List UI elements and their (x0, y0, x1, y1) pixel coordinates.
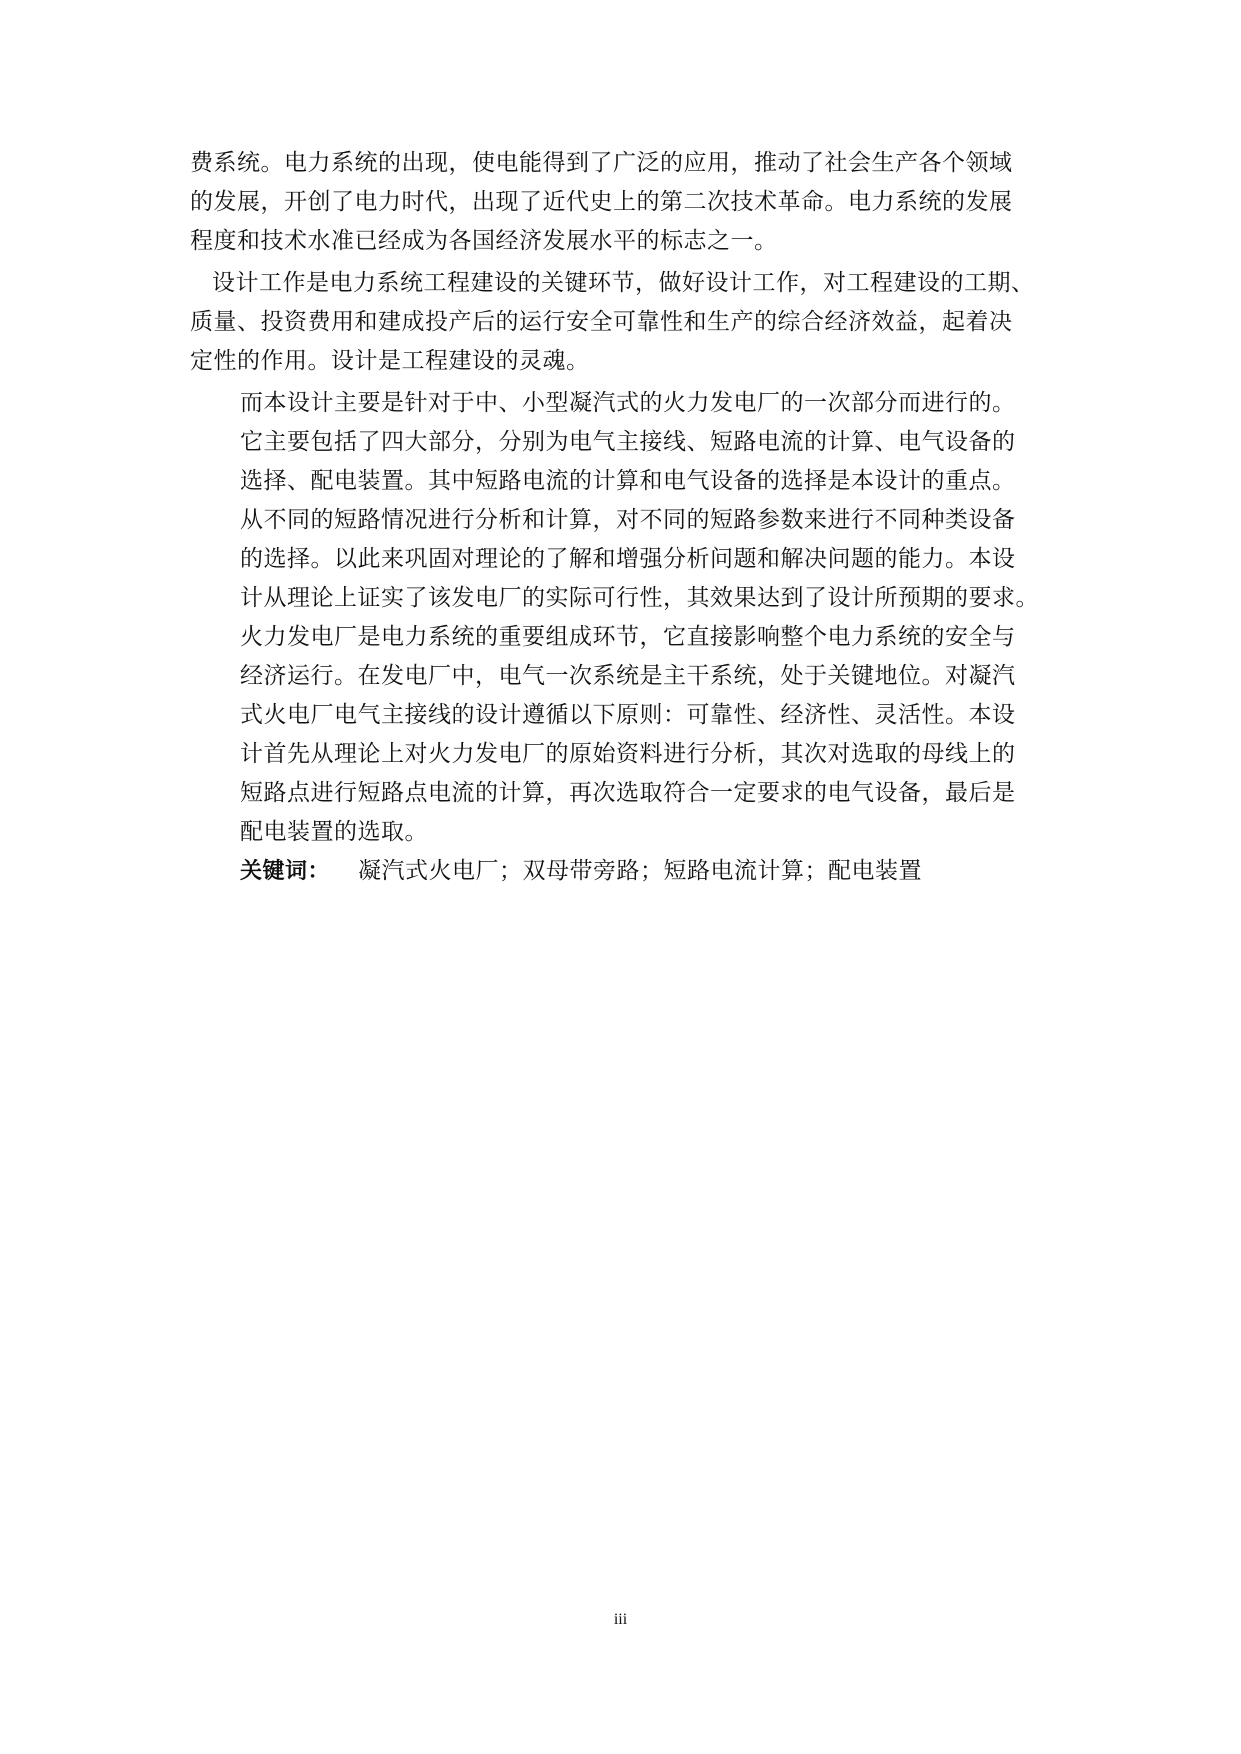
paragraph-line: 设计工作是电力系统工程建设的关键环节，做好设计工作，对工程建设的工期、 (212, 270, 1035, 296)
paragraph-line: 经济运行。在发电厂中，电气一次系统是主干系统，处于关键地位。对凝汽 (240, 663, 1016, 689)
keywords-value: 凝汽式火电厂；双母带旁路；短路电流计算；配电装置 (358, 858, 923, 884)
paragraph-line: 质量、投资费用和建成投产后的运行安全可靠性和生产的综合经济效益，起着决 (190, 309, 1013, 335)
paragraph-line: 的选择。以此来巩固对理论的了解和增强分析问题和解决问题的能力。本设 (240, 546, 1016, 572)
paragraph-line: 计首先从理论上对火力发电厂的原始资料进行分析，其次对选取的母线上的 (240, 741, 1016, 767)
paragraph-line: 的发展，开创了电力时代，出现了近代史上的第二次技术革命。电力系统的发展 (190, 189, 1013, 215)
page-number: iii (613, 1611, 628, 1628)
paragraph-line: 费系统。电力系统的出现，使电能得到了广泛的应用，推动了社会生产各个领域 (190, 150, 1013, 176)
paragraph-line: 程度和技术水准已经成为各国经济发展水平的标志之一。 (190, 228, 778, 254)
paragraph-line: 而本设计主要是针对于中、小型凝汽式的火力发电厂的一次部分而进行的。 (240, 390, 1016, 416)
paragraph-line: 定性的作用。设计是工程建设的灵魂。 (190, 348, 590, 374)
paragraph-line: 配电装置的选取。 (240, 819, 428, 845)
keywords-line (240, 856, 922, 887)
paragraph-line: 从不同的短路情况进行分析和计算，对不同的短路参数来进行不同种类设备 (240, 507, 1016, 533)
keywords-label: 关键词： (240, 859, 331, 884)
paragraph-line: 式火电厂电气主接线的设计遵循以下原则：可靠性、经济性、灵活性。本设 (240, 702, 1016, 728)
paragraph-line: 计从理论上证实了该发电厂的实际可行性，其效果达到了设计所预期的要求。 (240, 585, 1039, 611)
paragraph-line: 短路点进行短路点电流的计算，再次选取符合一定要求的电气设备，最后是 (240, 780, 1016, 806)
paragraph-line: 火力发电厂是电力系统的重要组成环节，它直接影响整个电力系统的安全与 (240, 624, 1016, 650)
paragraph-line: 选择、配电装置。其中短路电流的计算和电气设备的选择是本设计的重点。 (240, 468, 1016, 494)
paragraph-line: 它主要包括了四大部分，分别为电气主接线、短路电流的计算、电气设备的 (240, 429, 1016, 455)
